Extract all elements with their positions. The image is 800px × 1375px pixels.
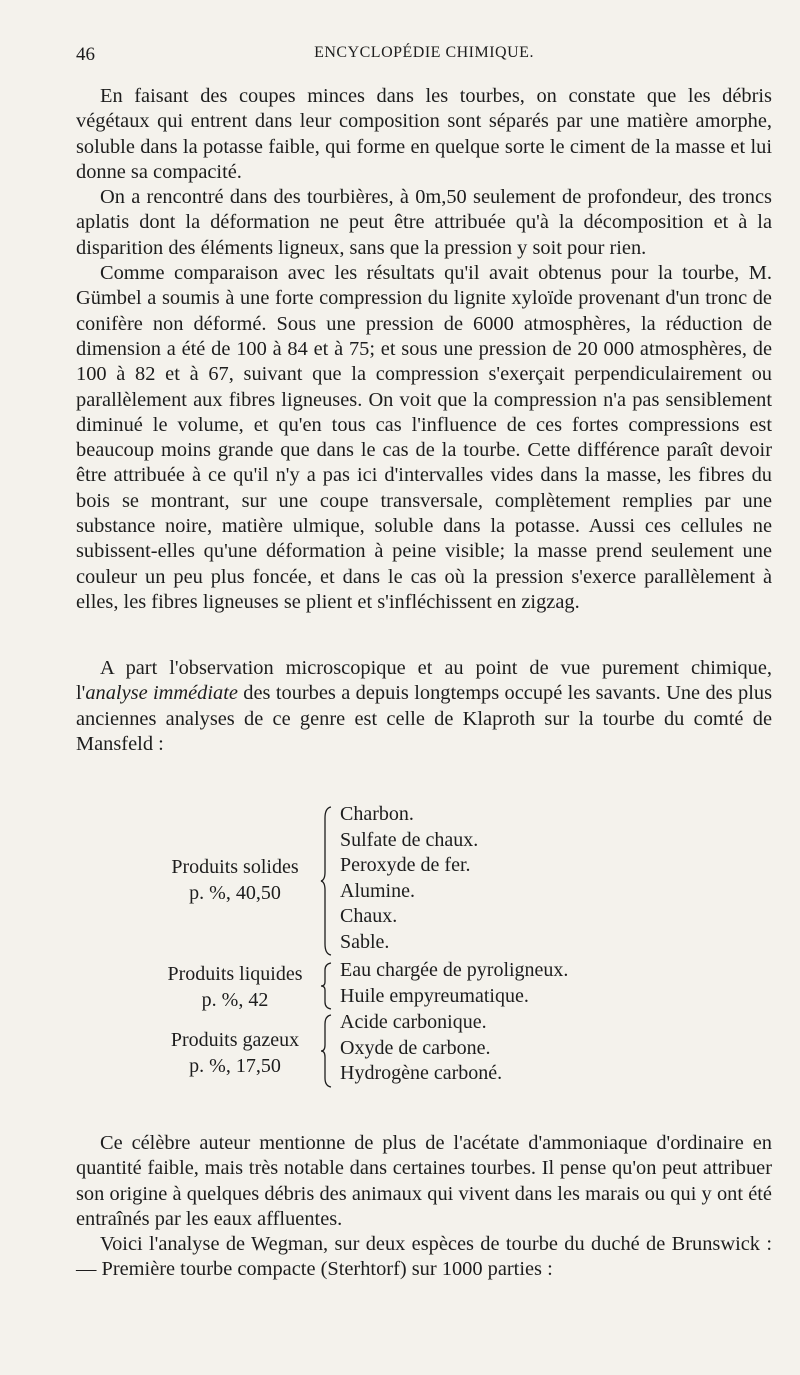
list-item: Acide carbonique. <box>340 1011 487 1033</box>
list-item: Charbon. <box>340 803 414 825</box>
text-run: A part l'observation microscopique et au point de vue purement chimique, l' <box>76 657 772 705</box>
italic-term: analyse immédiate <box>85 682 238 705</box>
text-block-middle <box>76 656 772 757</box>
text-block-bottom <box>76 1131 772 1283</box>
group-name: Produits liquides <box>167 963 303 985</box>
liquid-products-list <box>340 958 568 1009</box>
list-item: Oxyde de carbone. <box>340 1036 491 1059</box>
brace-icon <box>320 806 334 956</box>
group-amount: p. %, 40,50 <box>189 881 281 904</box>
group-amount: p. %, 42 <box>201 988 269 1011</box>
list-item: Hydrogène carboné. <box>340 1062 503 1084</box>
paragraph: En faisant des coupes minces dans les tourbes, on constate que les débris végétaux qui entrent dans leur composition sont séparés par une matière amorphe, soluble dans la potasse faible, qui forme en quelque sorte le ciment de la masse et lui donne sa compacité. <box>76 85 772 183</box>
list-item: Eau chargée de pyroligneux. <box>340 959 569 981</box>
running-title: ENCYCLOPÉDIE CHIMIQUE. <box>314 44 534 61</box>
group-amount: p. %, 17,50 <box>189 1054 281 1077</box>
text-block-top <box>76 84 772 615</box>
list-item: Huile empyreumatique. <box>340 984 529 1007</box>
group-name: Produits solides <box>171 856 299 878</box>
gas-products-label <box>150 1028 320 1079</box>
paragraph <box>76 656 772 757</box>
brace-icon <box>320 962 334 1010</box>
liquid-products-label <box>150 962 320 1013</box>
solid-products-label <box>150 855 320 906</box>
brace-icon <box>320 1014 334 1088</box>
list-item: Sulfate de chaux. <box>340 828 479 851</box>
paragraph: On a rencontré dans des tourbières, à 0m,50 seulement de profondeur, des troncs aplatis dont la déformation ne peut être attribuée qu'à la décomposition et à la disparition des éléments ligneux, sans que la pression y soit pour rien. <box>76 186 772 259</box>
list-item: Chaux. <box>340 905 398 927</box>
list-item: Sable. <box>340 930 390 953</box>
solid-products-list <box>340 802 478 955</box>
paragraph: Comme comparaison avec les résultats qu'il avait obtenus pour la tourbe, M. Gümbel a soumis à une forte compression du lignite xyloïde provenant d'un tronc de conifère non déformé. Sous une pression de 6000 atmosphères, la réduction de dimension a été de 100 à 84 et à 75; et sous une pression de 20 000 atmosphères, de 100 à 82 et à 67, suivant que la compression s'exerçait perpendiculairement ou parallèlement aux fibres ligneuses. On voit que la compression n'a pas sensiblement diminué le volume, et qu'en tous cas l'influence de ces fortes compressions est beaucoup moins grande que dans le cas de la tourbe. Cette différence paraît devoir être attribuée à ce qu'il n'y a pas ici d'intervalles vides dans la masse, les fibres du bois se montrant, sur une coupe transversale, complètement remplies par une substance noire, matière ulmique, soluble dans la potasse. Aussi ces cellules ne subissent-elles qu'une déformation à peine visible; la masse prend seulement une couleur un peu plus foncée, et dans le cas où la pression s'exerce parallèlement à elles, les fibres ligneuses se plient et s'infléchissent en zigzag. <box>76 262 772 613</box>
group-name: Produits gazeux <box>170 1029 300 1051</box>
page-header <box>76 44 772 68</box>
list-item: Alumine. <box>340 879 415 902</box>
gas-products-list <box>340 1010 502 1087</box>
paragraph: Voici l'analyse de Wegman, sur deux espèces de tourbe du duché de Brunswick : — Première tourbe compacte (Sterhtorf) sur 1000 parties : <box>76 1233 772 1281</box>
paragraph: Ce célèbre auteur mentionne de plus de l'acétate d'ammoniaque d'ordinaire en quantité faible, mais très notable dans certaines tourbes. Il pense qu'on peut attribuer son origine à quelques débris des animaux qui vivent dans les marais ou qui y ont été entraînés par les eaux affluentes. <box>76 1132 772 1230</box>
klaproth-analysis-table <box>150 802 570 1102</box>
text-run: des tourbes a depuis longtemps occupé les savants. Une des plus anciennes analyses de ce genre est celle de Klaproth sur la tourbe du comté de Mansfeld : <box>76 682 772 755</box>
list-item: Peroxyde de fer. <box>340 854 471 876</box>
page-number: 46 <box>76 44 95 65</box>
